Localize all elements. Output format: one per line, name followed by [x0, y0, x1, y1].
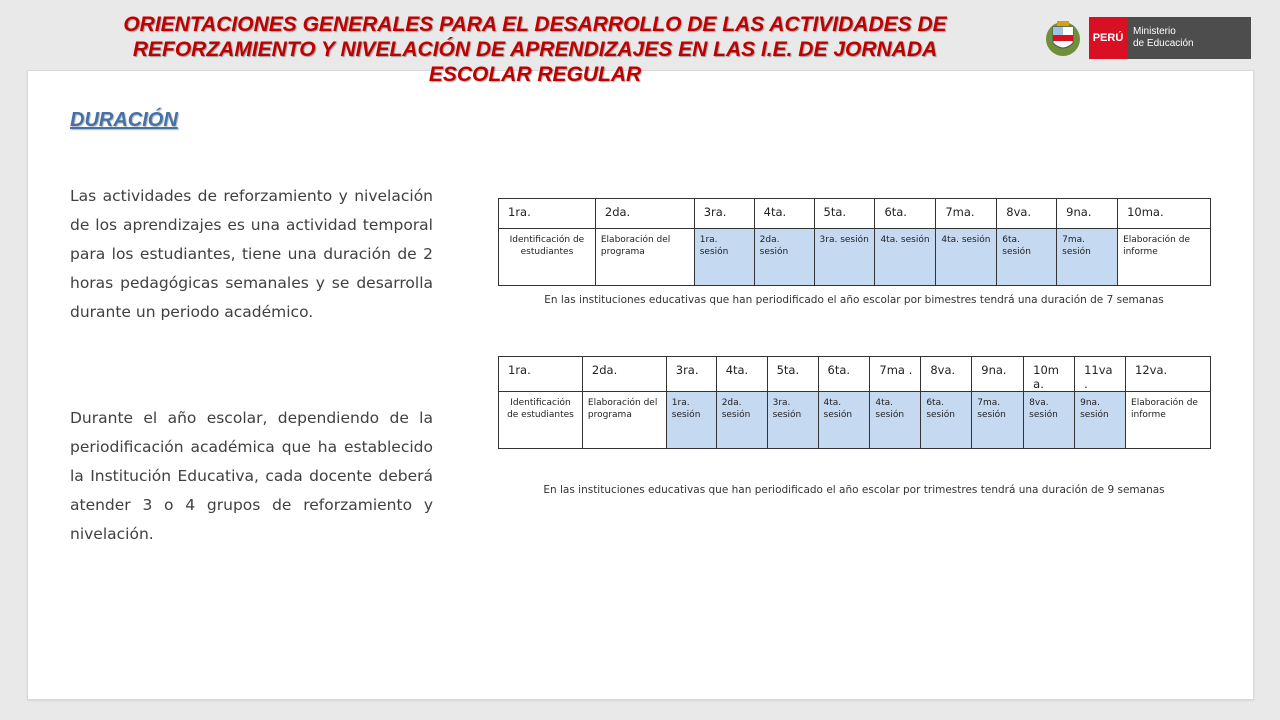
week-cell: 9na. [972, 357, 1024, 392]
session-cell: 1ra. sesión [666, 392, 716, 449]
week-cell: 5ta. [814, 199, 875, 229]
week-cell: 11va . [1075, 357, 1126, 392]
title-line: REFORZAMIENTO Y NIVELACIÓN DE APRENDIZAJES EN LAS I.E. DE JORNADA [132, 38, 938, 61]
section-heading: DURACIÓN [70, 109, 178, 131]
activity-cell: Identificación de estudiantes [499, 229, 596, 286]
session-cell: 2da. sesión [754, 229, 814, 286]
activity-cell: Elaboración de informe [1118, 229, 1211, 286]
ministry-line: de Educación [1133, 38, 1194, 49]
title-line: ESCOLAR REGULAR [428, 63, 642, 86]
trimestres-note: En las instituciones educativas que han periodificado el año escolar por trimestres tendrá una duración de 9 semanas [543, 484, 1165, 496]
paragraph: Durante el año escolar, dependiendo de la periodificación académica que ha establecido la Institución Educativa, cada docente deberá atender 3 o 4 grupos de reforzamiento y nivelación. [70, 409, 433, 543]
week-cell: 8va. [921, 357, 972, 392]
session-cell: 1ra. sesión [694, 229, 754, 286]
session-cell: 4ta. sesión [875, 229, 936, 286]
slide-title [40, 12, 1030, 87]
week-cell: 8va. [997, 199, 1057, 229]
title-line: ORIENTACIONES GENERALES PARA EL DESARROLLO DE LAS ACTIVIDADES DE [123, 13, 947, 36]
week-cell: 2da. [582, 357, 666, 392]
week-cell: 10ma. [1118, 199, 1211, 229]
peru-badge: PERÚ [1089, 17, 1127, 59]
week-cell: 5ta. [767, 357, 818, 392]
session-cell: 6ta. sesión [997, 229, 1057, 286]
session-cell: 6ta. sesión [921, 392, 972, 449]
session-cell: 9na. sesión [1075, 392, 1126, 449]
ministry-name [1127, 17, 1251, 59]
schedule-table-bimestres [498, 198, 1211, 286]
session-cell: 3ra. sesión [814, 229, 875, 286]
activity-cell: Elaboración del programa [582, 392, 666, 449]
week-header-row [499, 357, 1211, 392]
activity-cell: Elaboración del programa [595, 229, 694, 286]
session-cell: 7ma. sesión [1057, 229, 1118, 286]
activity-cell: Identificación de estudiantes [499, 392, 583, 449]
week-cell: 7ma . [870, 357, 921, 392]
activity-cell: Elaboración de informe [1126, 392, 1211, 449]
week-cell: 6ta. [818, 357, 870, 392]
week-cell: 3ra. [694, 199, 754, 229]
coat-of-arms-icon [1043, 17, 1083, 59]
paragraph: Las actividades de reforzamiento y nivelación de los aprendizajes es una actividad temporal para los estudiantes, tiene una duración de 2 horas pedagógicas semanales y se desarrolla durante un periodo académico. [70, 187, 433, 321]
session-cell: 8va. sesión [1024, 392, 1075, 449]
week-cell: 6ta. [875, 199, 936, 229]
schedule-table-trimestres [498, 356, 1211, 449]
session-cell: 2da. sesión [716, 392, 767, 449]
activity-row [499, 229, 1211, 286]
session-cell: 4ta. sesión [936, 229, 997, 286]
session-cell: 7ma. sesión [972, 392, 1024, 449]
session-cell: 3ra. sesión [767, 392, 818, 449]
week-cell: 3ra. [666, 357, 716, 392]
activity-row [499, 392, 1211, 449]
week-header-row [499, 199, 1211, 229]
ministry-logo [1043, 17, 1251, 59]
week-cell: 7ma. [936, 199, 997, 229]
week-cell: 4ta. [716, 357, 767, 392]
week-cell: 10m a. [1024, 357, 1075, 392]
week-cell: 1ra. [499, 357, 583, 392]
week-cell: 9na. [1057, 199, 1118, 229]
week-cell: 1ra. [499, 199, 596, 229]
week-cell: 2da. [595, 199, 694, 229]
bimestres-note: En las instituciones educativas que han periodificado el año escolar por bimestres tendrá una duración de 7 semanas [544, 294, 1164, 306]
ministry-line: Ministerio [1133, 26, 1176, 37]
session-cell: 4ta. sesión [818, 392, 870, 449]
week-cell: 12va. [1126, 357, 1211, 392]
session-cell: 4ta. sesión [870, 392, 921, 449]
week-cell: 4ta. [754, 199, 814, 229]
